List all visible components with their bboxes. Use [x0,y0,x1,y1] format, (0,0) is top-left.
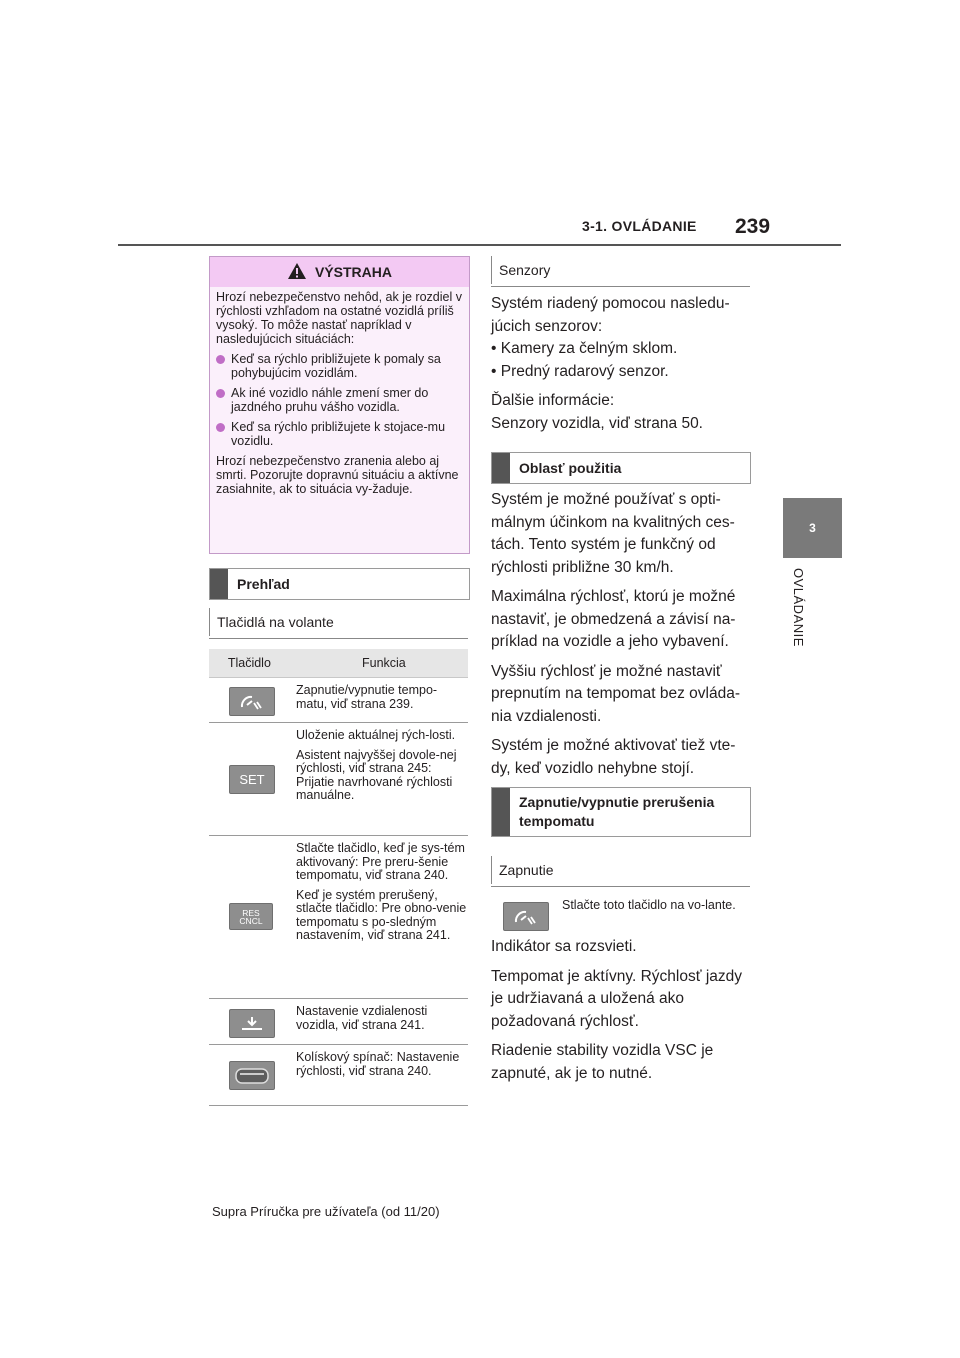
more-info-text: Senzory vozidla, viď strana 50. [491,414,703,432]
steering-buttons-subheading: Tlačidlá na volante [209,608,467,636]
sensors-intro: Systém riadený pomocou nasledu-júcich senzorov: [491,295,730,335]
bullet-dot-icon [216,355,225,364]
bullet-dot-icon [216,389,225,398]
warning-outro: Hrozí nebezpečenstvo zranenia alebo aj smrti. Pozorujte dopravnú situáciu a aktívne zasiahnite, ak to situácia vy-žaduje. [216,454,459,496]
column-header-button: Tlačidlo [227,656,271,670]
table-row: Zapnutie/vypnutie tempo-matu, viď strana 239. [209,678,468,723]
usage-paragraph: Vyššiu rýchlosť je možné nastaviť prepnutím na tempomat bez ovláda-nia vzdialenosti. [491,662,740,725]
bullet-dot-icon [216,423,225,432]
warning-header [210,257,469,287]
usage-section [491,489,751,780]
subheading-rule [209,638,468,639]
table-row: RES CNCL Stlačte tlačidlo, keď je sys-tém aktivovaný: Pre preru-šenie tempomatu, viď strana 240. Keď je systém prerušený, stlačte tlačidlo: Pre obno-venie tempomatu s po-sledným nastavením, viď strana 241. [209,836,468,999]
warning-title: VÝSTRAHA [314,264,392,280]
instruction-row [491,894,750,934]
table-header [209,649,468,678]
usage-paragraph: Systém je možné používať s opti-málnym účinkom na kvalitných ces-tách. Tento systém je funkčný od rýchlosti približne 30 km/h. [491,491,735,576]
header-rule [118,244,841,246]
sensors-section [491,293,751,435]
subheading-rule [491,286,750,287]
rocker-switch-icon [229,1061,275,1090]
set-button-icon: SET [229,765,275,794]
warning-bullet: Ak iné vozidlo náhle zmení smer do jazdného pruhu vášho vozidla. [216,386,463,414]
toggle-paragraph: Riadenie stability vozidla VSC je zapnuté, ak je to nutné. [491,1042,714,1082]
res-cncl-button-icon: RES CNCL [229,903,273,930]
list-item: • Kamery za čelným sklom. [491,340,678,357]
column-header-function: Funkcia [361,656,406,670]
section-title: 3-1. OVLÁDANIE [582,218,697,234]
warning-intro: Hrozí nebezpečenstvo nehôd, ak je rozdiel v rýchlosti vzhľadom na ostatné vozidlá príliš vysoký. To môže nastať napríklad v nasledujúcich situáciách: [216,290,462,346]
table-row: Nastavenie vzdialenosti vozidla, viď strana 241. [209,999,468,1045]
warning-box [209,256,470,554]
usage-heading: Oblasť použitia [491,452,751,484]
page-number: 239 [735,215,771,238]
table-row: SET Uloženie aktuálnej rých-losti. Asistent najvyššej dovole-nej rýchlosti, viď strana 245: Prijatie navrhované rýchlosti manuálne. [209,723,468,836]
warning-bullet: Keď sa rýchlo približujete k pomaly sa pohybujúcim vozidlám. [216,352,463,380]
cruise-control-icon [503,902,549,931]
toggle-section [491,936,751,1085]
usage-paragraph: Maximálna rýchlosť, ktorú je možné nastaviť, je obmedzená a závisí na-príklad na vozidle a jeho vybavení. [491,588,736,650]
toggle-paragraph: Indikátor sa rozsvieti. [491,938,637,955]
instruction-text: Stlačte toto tlačidlo na vo-lante. [562,898,736,912]
chapter-tab: 3 [783,498,842,558]
list-item: • Predný radarový senzor. [491,362,669,380]
enable-subheading: Zapnutie [491,856,749,884]
toggle-heading: Zapnutie/vypnutie prerušenia tempomatu [491,787,751,837]
more-info-label: Ďalšie informácie: [491,392,615,409]
sensors-subheading: Senzory [491,256,749,284]
subheading-rule [491,886,750,887]
overview-heading: Prehľad [209,568,470,600]
table-row: Kolískový spínač: Nastavenie rýchlosti, viď strana 240. [209,1045,468,1106]
footer-text: Supra Príručka pre užívateľa (od 11/20) [212,1204,440,1219]
cruise-control-icon [229,687,275,716]
warning-triangle-icon [287,262,307,283]
usage-paragraph: Systém je možné aktivovať tiež vte-dy, keď vozidlo nehybne stojí. [491,737,736,777]
chapter-label: OVLÁDANIE [791,568,806,647]
toggle-paragraph: Tempomat je aktívny. Rýchlosť jazdy je udržiavaná a uložená ako požadovaná rýchlosť. [491,967,743,1030]
buttons-table [209,649,468,1106]
distance-setting-icon [229,1009,275,1038]
warning-bullet: Keď sa rýchlo približujete k stojace-mu vozidlu. [216,420,463,448]
